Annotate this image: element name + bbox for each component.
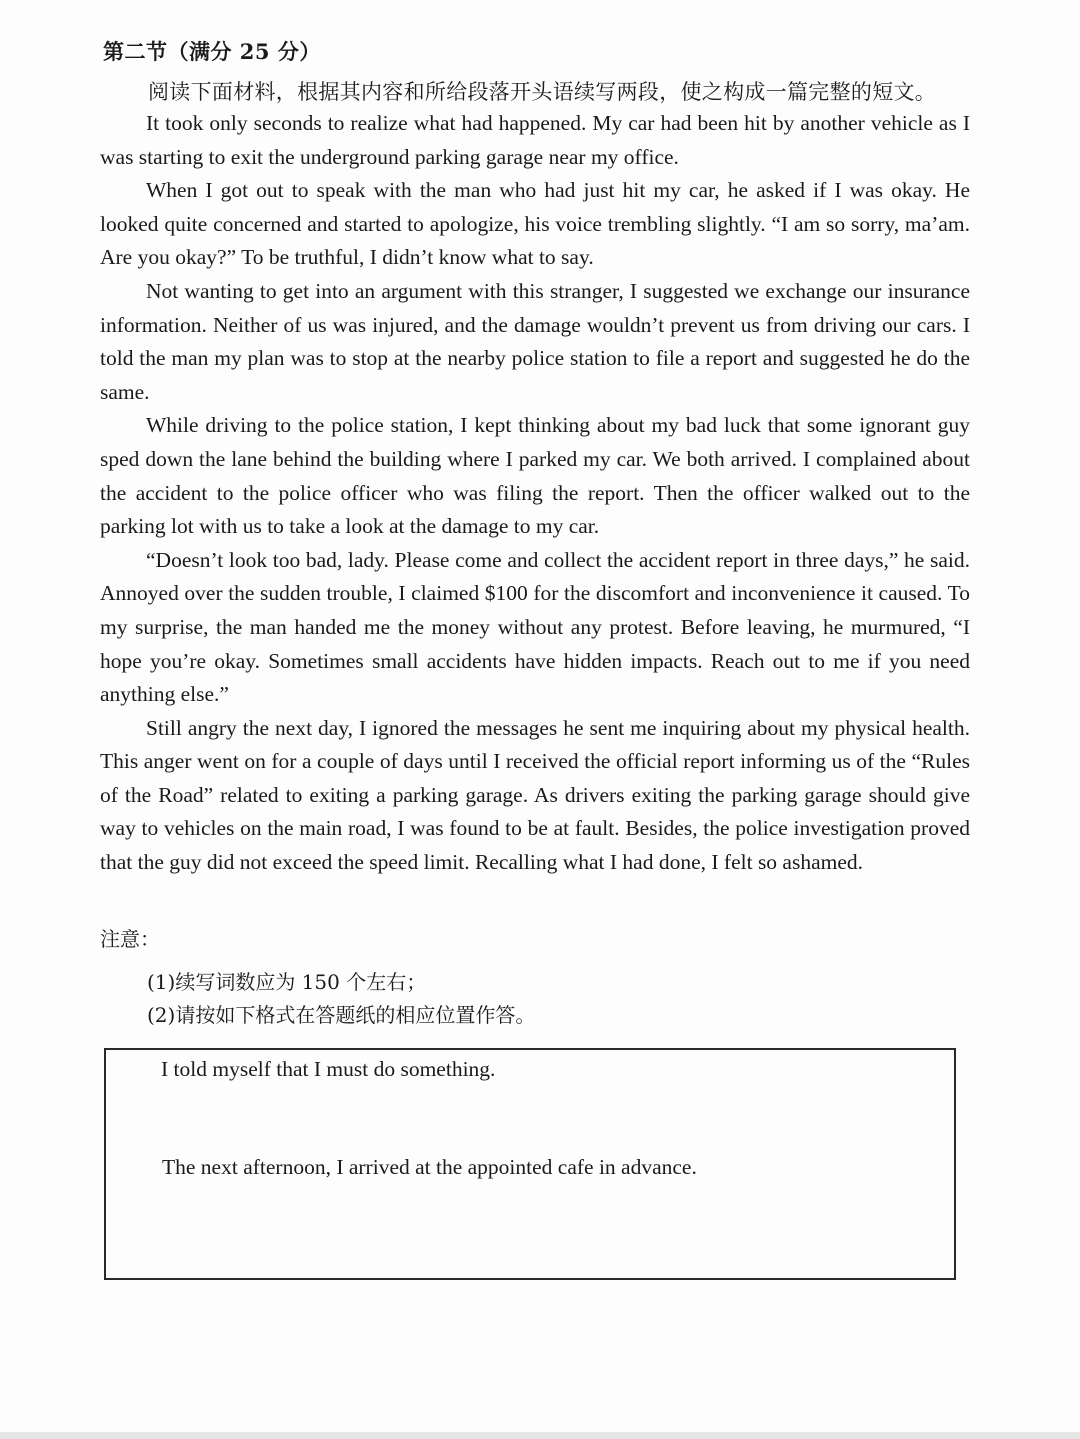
task-instruction: 阅读下面材料，根据其内容和所给段落开头语续写两段，使之构成一篇完整的短文。	[148, 80, 937, 104]
passage-paragraph-2: When I got out to speak with the man who had just hit my car, he asked if I was okay. He looked quite concerned and started to apologize, his voice trembling slightly. “I am so sorry, ma’am. Are you okay?” To be truthful, I didn’t know what to say.	[100, 178, 970, 270]
passage-paragraph-4: While driving to the police station, I kept thinking about my bad luck that some ignorant guy sped down the lane behind the building where I parked my car. We both arrived. I complained about the accident to the police officer who was filing the report. Then the officer walked out to the parking lot with us to take a look at the damage to my car.	[100, 413, 970, 539]
continuation-prompt-2: The next afternoon, I arrived at the appointed cafe in advance.	[162, 1155, 697, 1179]
note-item-format: (2)请按如下格式在答题纸的相应位置作答。	[147, 1003, 536, 1027]
section-title: 第二节（满分 25 分）	[103, 39, 321, 64]
passage-paragraph-5: “Doesn’t look too bad, lady. Please come and collect the accident report in three days,” he said. Annoyed over the sudden trouble, I claimed $100 for the discomfort and inconvenience it caused. To my surprise, the man handed me the money without any protest. Before leaving, he murmured, “I hope you’re okay. Sometimes small accidents have hidden impacts. Reach out to me if you need anything else.”	[100, 547, 970, 707]
continuation-prompt-1: I told myself that I must do something.	[161, 1057, 496, 1081]
page-bottom-edge	[0, 1432, 1080, 1439]
passage-paragraph-6: Still angry the next day, I ignored the messages he sent me inquiring about my physical health. This anger went on for a couple of days until I received the official report informing us of the “Rules of the Road” related to exiting a parking garage. As drivers exiting the parking garage should give way to vehicles on the main road, I was found to be at fault. Besides, the police investigation proved that the guy did not exceed the speed limit. Recalling what I had done, I felt so ashamed.	[100, 715, 970, 875]
note-item-word-count: (1)续写词数应为 150 个左右；	[147, 970, 427, 994]
reading-passage	[100, 107, 970, 880]
answer-box	[104, 1048, 956, 1280]
notes-label: 注意：	[100, 927, 160, 951]
passage-paragraph-3: Not wanting to get into an argument with this stranger, I suggested we exchange our insurance information. Neither of us was injured, and the damage wouldn’t prevent us from driving our cars. I told the man my plan was to stop at the nearby police station to file a report and suggested he do the same.	[100, 278, 970, 404]
passage-paragraph-1: It took only seconds to realize what had happened. My car had been hit by another vehicle as I was starting to exit the underground parking garage near my office.	[100, 111, 970, 169]
